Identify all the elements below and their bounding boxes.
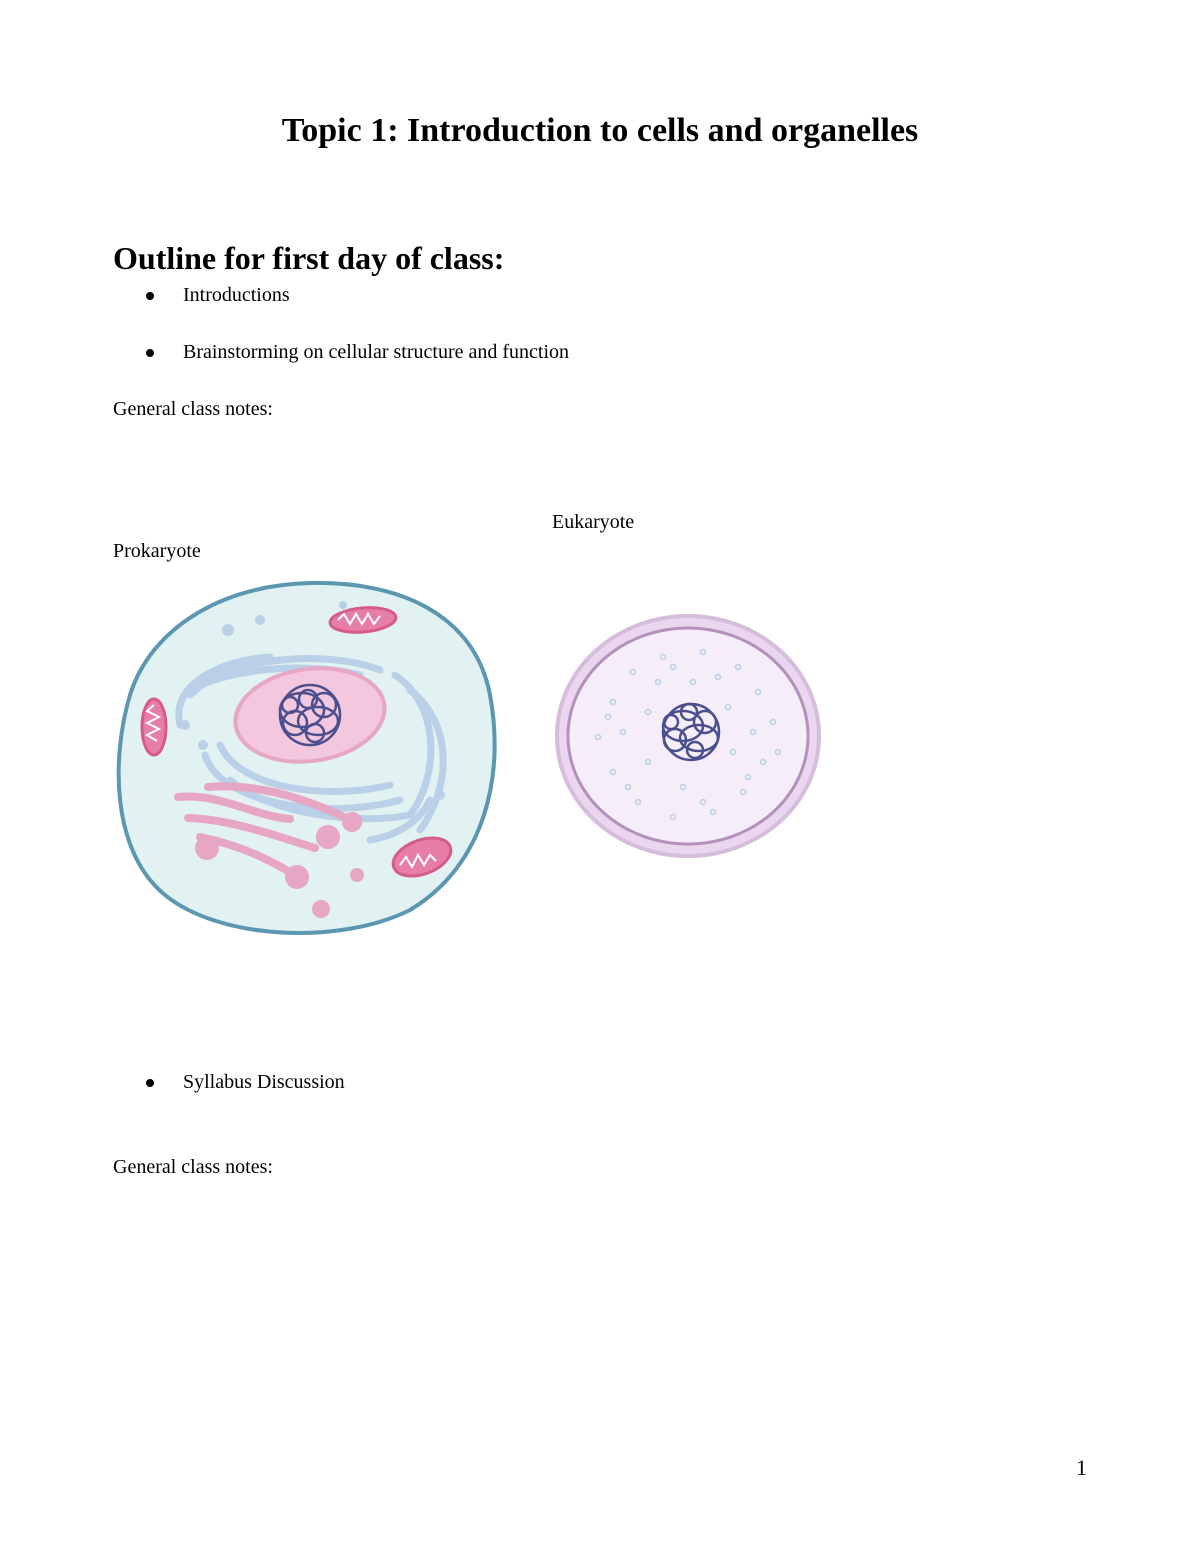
mitochondrion — [142, 699, 166, 755]
bullet-item — [146, 284, 290, 307]
cell-membrane — [568, 628, 808, 844]
bullet-item — [146, 1071, 345, 1094]
eukaryotic-cell-illustration — [110, 575, 505, 940]
prokaryote-label: Prokaryote — [113, 540, 201, 562]
bullet-item — [146, 341, 569, 364]
bullet-text: Syllabus Discussion — [183, 1071, 345, 1093]
notes-label: General class notes: — [113, 1156, 273, 1178]
bullet-text: Brainstorming on cellular structure and function — [183, 341, 570, 363]
prokaryotic-cell-illustration — [553, 612, 823, 860]
bullet-icon — [146, 1079, 154, 1087]
page-number: 1 — [1076, 1455, 1087, 1480]
outline-heading: Outline for first day of class: — [113, 240, 505, 276]
eukaryote-label: Eukaryote — [552, 511, 635, 533]
bullet-icon — [146, 349, 154, 357]
bullet-icon — [146, 292, 154, 300]
bullet-text: Introductions — [183, 284, 290, 306]
notes-label: General class notes: — [113, 398, 273, 420]
page-title: Topic 1: Introduction to cells and organelles — [281, 112, 919, 149]
